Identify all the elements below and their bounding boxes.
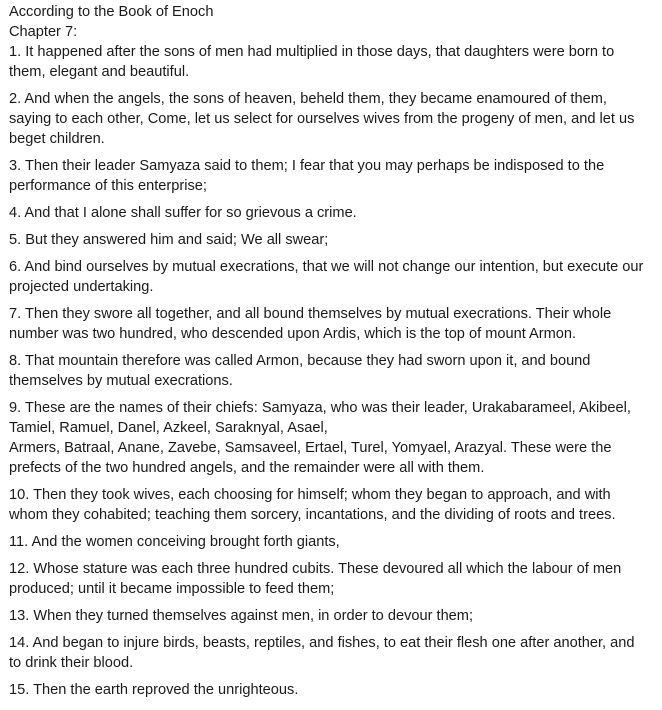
verse-5: 5. But they answered him and said; We all swear;: [9, 232, 329, 248]
verse-9-line-1: 9. These are the names of their chiefs: Samyaza, who was their leader, Urakabarameel, Akibeel, Tamiel, Ramuel, Danel, Azkeel, Saraknyal, Asael,: [9, 400, 631, 436]
verse-2: 2. And when the angels, the sons of heaven, beheld them, they became enamoured of them, saying to each other, Come, let us select for ourselves wives from the progeny of men, and let us beget children.: [9, 91, 635, 147]
verse-4: 4. And that I alone shall suffer for so grievous a crime.: [9, 205, 357, 221]
verse-1: 1. It happened after the sons of men had multiplied in those days, that daughters were born to them, elegant and beautiful.: [9, 44, 615, 80]
verse-7: 7. Then they swore all together, and all bound themselves by mutual execrations. Their whole number was two hundred, who descended upon Ardis, which is the top of mount Armon.: [9, 306, 612, 342]
verse-3: 3. Then their leader Samyaza said to them; I fear that you may perhaps be indisposed to the performance of this enterprise;: [9, 158, 605, 194]
verse-9-line-2: Armers, Batraal, Anane, Zavebe, Samsaveel, Ertael, Turel, Yomyael, Arazyal. These were the prefects of the two hundred angels, and the remainder were all with them.: [9, 440, 612, 476]
verse-12: 12. Whose stature was each three hundred cubits. These devoured all which the labour of men produced; until it became impossible to feed them;: [9, 561, 622, 597]
chapter-heading: Chapter 7:: [9, 24, 78, 40]
verse-10: 10. Then they took wives, each choosing for himself; whom they began to approach, and with whom they cohabited; teaching them sorcery, incantations, and the dividing of roots and trees.: [9, 487, 616, 523]
verse-13: 13. When they turned themselves against men, in order to devour them;: [9, 608, 474, 624]
document-title: According to the Book of Enoch: [9, 4, 214, 20]
verse-8: 8. That mountain therefore was called Armon, because they had sworn upon it, and bound themselves by mutual execrations.: [9, 353, 591, 389]
verse-11: 11. And the women conceiving brought forth giants,: [9, 534, 340, 550]
verse-6: 6. And bind ourselves by mutual execrations, that we will not change our intention, but execute our projected undertaking.: [9, 259, 644, 295]
verse-9: [9, 398, 650, 478]
verse-15: 15. Then the earth reproved the unrighteous.: [9, 682, 299, 698]
verse-14: 14. And began to injure birds, beasts, reptiles, and fishes, to eat their flesh one after another, and to drink their blood.: [9, 635, 635, 671]
